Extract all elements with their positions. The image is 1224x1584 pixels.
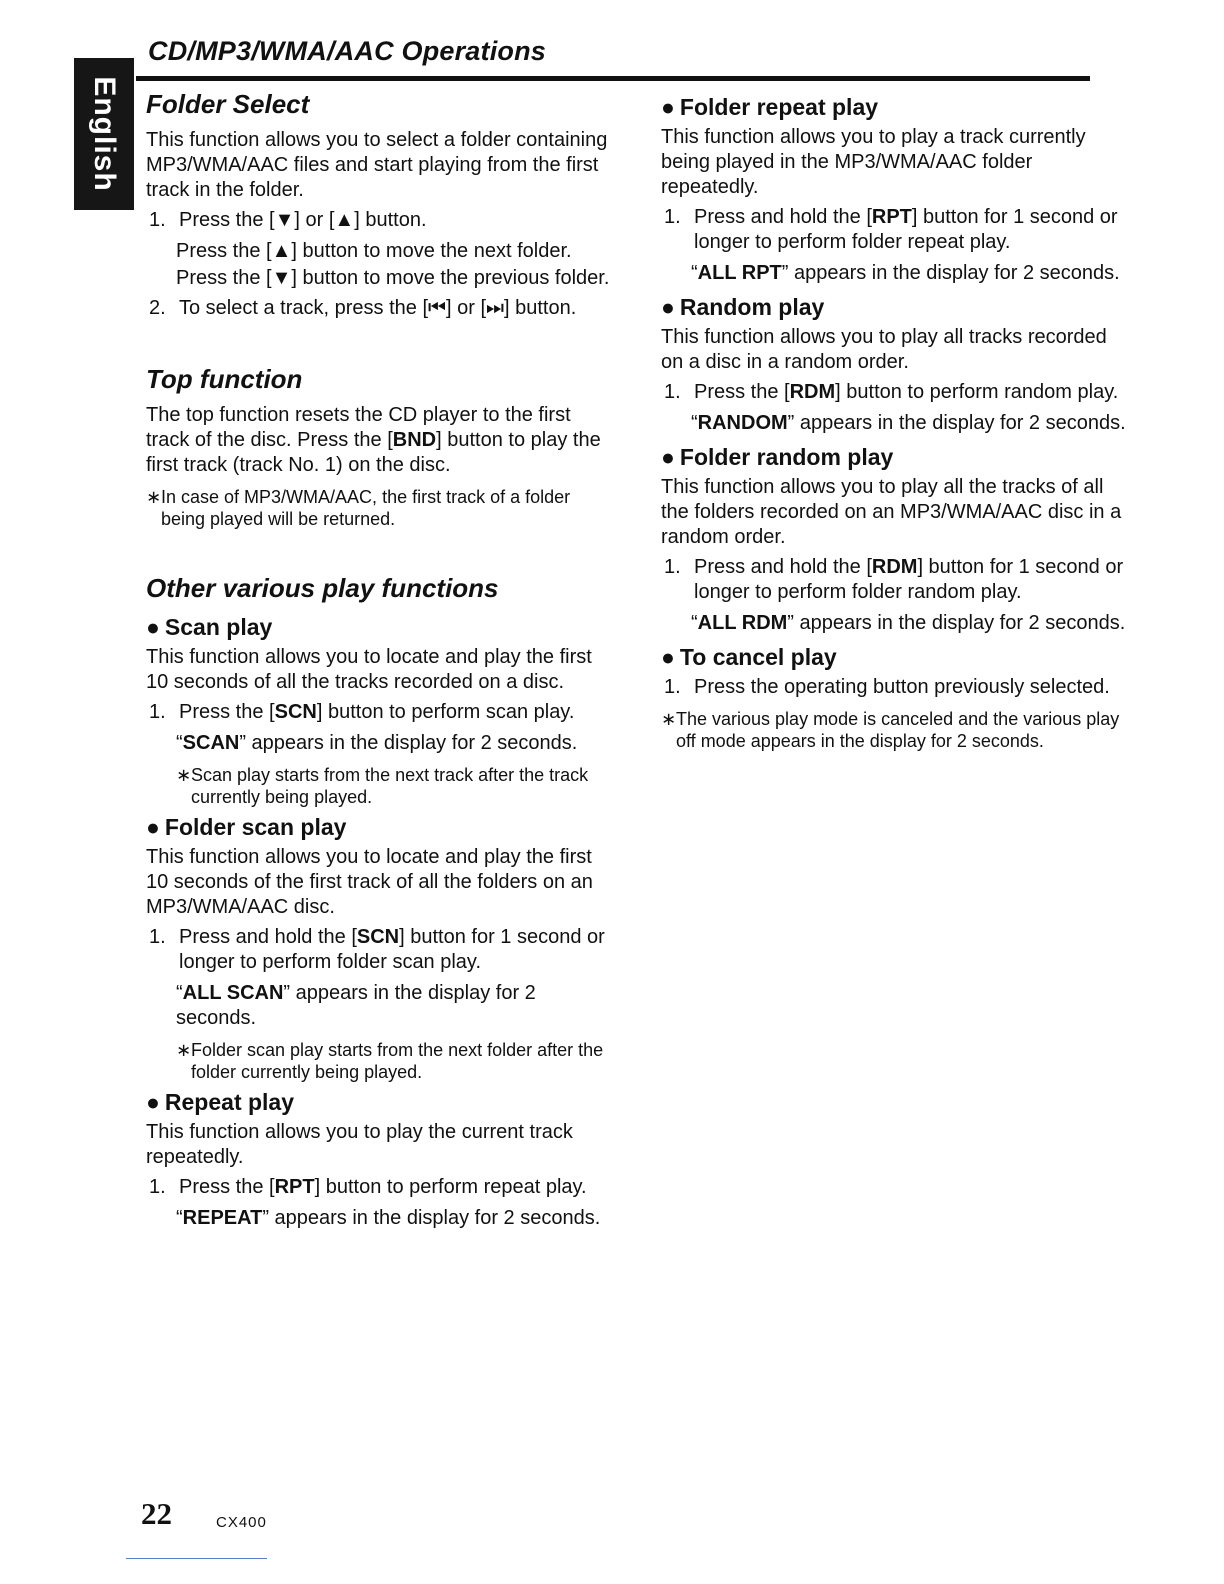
language-tab bbox=[74, 58, 134, 210]
step-text bbox=[179, 208, 616, 233]
previous-track-icon: ⏮ bbox=[428, 297, 446, 319]
sub-text-part: ” appears in the display for 2 seconds. bbox=[239, 732, 578, 754]
sub-text-part: ” appears in the display for 2 seconds. bbox=[176, 982, 536, 1029]
folder-select-intro: This function allows you to select a folder containing MP3/WMA/AAC files and start playing from the first track in the folder. bbox=[146, 129, 608, 201]
folder-scan-play-heading bbox=[146, 812, 616, 843]
note-text: Scan play starts from the next track after the track currently being played. bbox=[191, 765, 589, 807]
step-text-part: ] button for 1 second or longer to perform folder random play. bbox=[694, 556, 1124, 603]
scan-play-body: This function allows you to locate and play the first 10 seconds of all the tracks recorded on a disc. bbox=[146, 646, 592, 693]
sub-text-part: ” appears in the display for 2 seconds. bbox=[787, 412, 1126, 434]
note-asterisk: ∗ bbox=[661, 709, 677, 729]
body-text-part: ] button to play the first track (track No. 1) on the disc. bbox=[146, 429, 601, 476]
note-asterisk: ∗ bbox=[176, 765, 192, 785]
scan-play-note bbox=[176, 764, 616, 808]
folder-random-play-step-1 bbox=[661, 555, 1131, 605]
sub-text-part: ] button to move the next folder. bbox=[291, 240, 572, 262]
step-text-part: ] button to perform repeat play. bbox=[314, 1176, 587, 1198]
body-text-part: The top function resets the CD player to the first track of the disc. Press the [ bbox=[146, 404, 571, 451]
folder-random-play-body: This function allows you to play all the tracks of all the folders recorded on an MP3/WMA/AAC disc in a random order. bbox=[661, 476, 1122, 548]
repeat-play-body: This function allows you to play the current track repeatedly. bbox=[146, 1121, 573, 1168]
step-text bbox=[179, 925, 616, 975]
step-text bbox=[694, 380, 1131, 405]
display-label: ALL SCAN bbox=[182, 982, 284, 1004]
model-label: CX400 bbox=[216, 1514, 267, 1531]
note-text: The various play mode is canceled and the various play off mode appears in the display for 2 seconds. bbox=[676, 709, 1120, 751]
down-button-icon: ▼ bbox=[274, 209, 295, 231]
heading-text: Folder repeat play bbox=[679, 94, 879, 120]
folder-scan-play-note bbox=[176, 1039, 616, 1083]
step-number: 1. bbox=[664, 676, 681, 698]
folder-repeat-display-message bbox=[691, 261, 1131, 286]
random-play-body: This function allows you to play all tracks recorded on a disc in a random order. bbox=[661, 326, 1107, 373]
scn-key-label: SCN bbox=[274, 701, 317, 723]
quote-open: “ bbox=[176, 1207, 183, 1229]
heading-text: Scan play bbox=[164, 614, 273, 640]
folder-scan-play-body: This function allows you to locate and play the first 10 seconds of the first track of all the folders on an MP3/WMA/AAC disc. bbox=[146, 846, 593, 918]
top-function-note bbox=[146, 486, 616, 530]
step-text-part: ] or [ bbox=[294, 209, 335, 231]
random-play-heading bbox=[661, 292, 1131, 323]
cancel-play-note bbox=[661, 708, 1131, 752]
folder-select-section bbox=[146, 86, 616, 321]
folder-select-sub-next bbox=[176, 239, 616, 264]
step-number: 1. bbox=[664, 206, 681, 228]
up-button-icon: ▲ bbox=[334, 209, 355, 231]
step-text-part: ] or [ bbox=[446, 297, 487, 319]
page-title: CD/MP3/WMA/AAC Operations bbox=[148, 36, 547, 66]
random-play-step-1 bbox=[661, 380, 1131, 405]
bullet-icon: ● bbox=[661, 444, 675, 470]
rpt-key-label: RPT bbox=[274, 1176, 315, 1198]
step-text-part: Press the [ bbox=[179, 209, 275, 231]
sub-text-part: ” appears in the display for 2 seconds. bbox=[781, 262, 1120, 284]
step-text bbox=[179, 296, 616, 321]
folder-select-step-1 bbox=[146, 208, 616, 233]
display-label: REPEAT bbox=[182, 1207, 263, 1229]
step-text bbox=[179, 700, 616, 725]
sub-text-part: ” appears in the display for 2 seconds. bbox=[262, 1207, 601, 1229]
random-display-message bbox=[691, 411, 1131, 436]
step-text-part: ] button. bbox=[354, 209, 427, 231]
step-text-part: ] button to perform random play. bbox=[835, 381, 1119, 403]
bullet-icon: ● bbox=[146, 614, 160, 640]
scan-play-heading bbox=[146, 612, 616, 643]
step-text-part: Press and hold the [ bbox=[694, 556, 872, 578]
top-function-section bbox=[146, 361, 616, 530]
step-number: 1. bbox=[149, 1176, 166, 1198]
sub-text-part: ” appears in the display for 2 seconds. bbox=[787, 612, 1126, 634]
repeat-play-block bbox=[146, 1087, 616, 1231]
folder-select-heading: Folder Select bbox=[146, 89, 310, 119]
step-number: 1. bbox=[149, 701, 166, 723]
bullet-icon: ● bbox=[146, 814, 160, 840]
note-text: Folder scan play starts from the next folder after the folder currently being played. bbox=[191, 1040, 604, 1082]
folder-select-step-2 bbox=[146, 296, 616, 321]
rpt-key-label: RPT bbox=[871, 206, 912, 228]
folder-scan-display-message bbox=[176, 981, 616, 1031]
step-text-part: ] button to perform scan play. bbox=[316, 701, 575, 723]
cancel-play-step-1 bbox=[661, 675, 1131, 700]
folder-repeat-play-heading bbox=[661, 92, 1131, 123]
quote-open: “ bbox=[176, 732, 183, 754]
step-text-part: Press the [ bbox=[179, 1176, 275, 1198]
up-button-icon: ▲ bbox=[271, 240, 292, 262]
heading-text: Repeat play bbox=[164, 1089, 295, 1115]
left-column bbox=[146, 86, 616, 1231]
page-number: 22 bbox=[141, 1496, 172, 1531]
scan-play-block bbox=[146, 612, 616, 808]
step-text-part: To select a track, press the [ bbox=[179, 297, 428, 319]
next-track-icon: ⏭ bbox=[486, 297, 505, 319]
folder-select-sub-previous bbox=[176, 266, 616, 291]
heading-text: Folder random play bbox=[679, 444, 894, 470]
folder-random-display-message bbox=[691, 611, 1131, 636]
scn-key-label: SCN bbox=[356, 926, 400, 948]
quote-open: “ bbox=[691, 412, 698, 434]
display-label: ALL RDM bbox=[697, 612, 788, 634]
language-tab-label: English bbox=[88, 76, 121, 192]
sub-text-part: ] button to move the previous folder. bbox=[291, 267, 610, 289]
folder-scan-play-step-1 bbox=[146, 925, 616, 975]
heading-text: Folder scan play bbox=[164, 814, 347, 840]
bullet-icon: ● bbox=[661, 644, 675, 670]
top-function-heading: Top function bbox=[146, 364, 303, 394]
display-label: SCAN bbox=[182, 732, 240, 754]
step-text-part: Press and hold the [ bbox=[694, 206, 872, 228]
step-number: 1. bbox=[664, 556, 681, 578]
repeat-play-heading bbox=[146, 1087, 616, 1118]
cancel-play-heading bbox=[661, 642, 1131, 673]
bullet-icon: ● bbox=[661, 94, 675, 120]
step-text-part: ] button for 1 second or longer to perform folder repeat play. bbox=[694, 206, 1118, 253]
other-play-functions-heading: Other various play functions bbox=[146, 573, 499, 603]
step-number: 1. bbox=[149, 926, 166, 948]
step-text bbox=[694, 205, 1131, 255]
sub-text-part: Press the [ bbox=[176, 240, 272, 262]
step-text bbox=[694, 555, 1131, 605]
step-text bbox=[179, 1175, 616, 1200]
folder-scan-play-block bbox=[146, 812, 616, 1083]
bullet-icon: ● bbox=[661, 294, 675, 320]
display-label: RANDOM bbox=[697, 412, 788, 434]
right-column bbox=[661, 92, 1131, 752]
cancel-play-block bbox=[661, 642, 1131, 752]
footer-rule bbox=[126, 1558, 267, 1559]
step-number: 1. bbox=[664, 381, 681, 403]
repeat-play-step-1 bbox=[146, 1175, 616, 1200]
step-text-part: Press the [ bbox=[694, 381, 790, 403]
quote-open: “ bbox=[691, 612, 698, 634]
scan-display-message bbox=[176, 731, 616, 756]
folder-repeat-play-step-1 bbox=[661, 205, 1131, 255]
random-play-block bbox=[661, 292, 1131, 436]
display-label: ALL RPT bbox=[697, 262, 782, 284]
note-asterisk: ∗ bbox=[176, 1040, 192, 1060]
bullet-icon: ● bbox=[146, 1089, 160, 1115]
step-number: 1. bbox=[149, 209, 166, 231]
other-play-functions-section bbox=[146, 570, 616, 1231]
note-text: In case of MP3/WMA/AAC, the first track of a folder being played will be returned. bbox=[161, 487, 571, 529]
step-text: Press the operating button previously selected. bbox=[694, 676, 1110, 698]
quote-open: “ bbox=[176, 982, 183, 1004]
step-text-part: Press the [ bbox=[179, 701, 275, 723]
step-number: 2. bbox=[149, 297, 166, 319]
step-text-part: ] button. bbox=[504, 297, 577, 319]
rdm-key-label: RDM bbox=[871, 556, 918, 578]
header-rule bbox=[136, 76, 1090, 81]
bnd-key-label: BND bbox=[392, 429, 437, 451]
top-function-body bbox=[146, 403, 616, 478]
folder-repeat-play-block bbox=[661, 92, 1131, 286]
heading-text: Random play bbox=[679, 294, 825, 320]
step-text-part: Press and hold the [ bbox=[179, 926, 357, 948]
scan-play-step-1 bbox=[146, 700, 616, 725]
sub-text-part: Press the [ bbox=[176, 267, 272, 289]
down-button-icon: ▼ bbox=[271, 267, 292, 289]
repeat-display-message bbox=[176, 1206, 616, 1231]
quote-open: “ bbox=[691, 262, 698, 284]
folder-repeat-play-body: This function allows you to play a track currently being played in the MP3/WMA/AAC folder repeatedly. bbox=[661, 126, 1086, 198]
folder-random-play-heading bbox=[661, 442, 1131, 473]
folder-random-play-block bbox=[661, 442, 1131, 636]
note-asterisk: ∗ bbox=[146, 487, 162, 507]
rdm-key-label: RDM bbox=[789, 381, 836, 403]
heading-text: To cancel play bbox=[679, 644, 837, 670]
step-text-part: ] button for 1 second or longer to perform folder scan play. bbox=[179, 926, 605, 973]
